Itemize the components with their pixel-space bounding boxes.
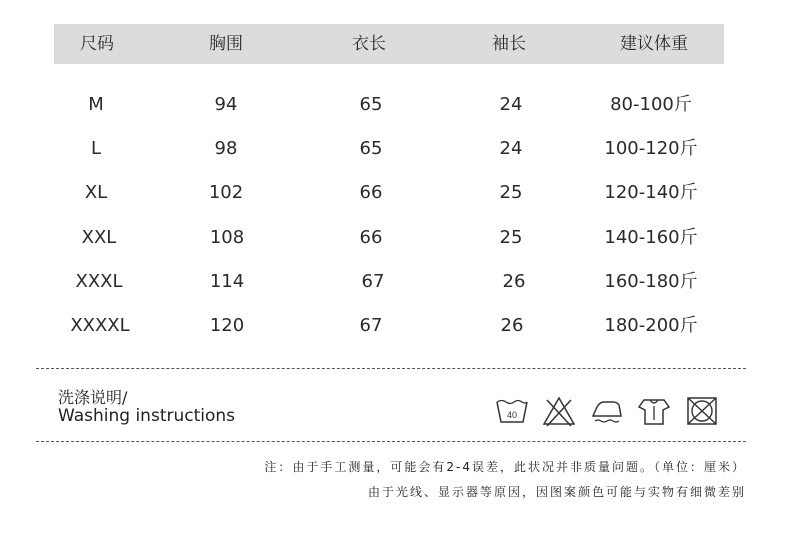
table-cell-weight: 100-120斤 <box>604 138 698 159</box>
measurement-note: 注：由于手工测量，可能会有2-4误差，此状况并非质量问题。（单位：厘米） <box>264 460 746 474</box>
header-length: 衣长 <box>352 34 386 54</box>
washing-title-en: Washing instructions <box>58 406 236 426</box>
table-cell-weight: 160-180斤 <box>604 271 698 292</box>
table-cell-size: XL <box>84 182 108 203</box>
table-cell-sleeve: 26 <box>502 271 526 292</box>
table-cell-chest: 114 <box>209 271 245 292</box>
table-cell-sleeve: 25 <box>499 182 523 203</box>
table-cell-length: 67 <box>361 271 385 292</box>
table-cell-sleeve: 24 <box>499 138 523 159</box>
table-cell-size: XXXL <box>75 271 123 292</box>
table-cell-weight: 140-160斤 <box>604 227 698 248</box>
table-cell-chest: 108 <box>209 227 245 248</box>
table-cell-weight: 80-100斤 <box>610 94 692 115</box>
svg-text:40: 40 <box>506 410 518 420</box>
header-sleeve: 袖长 <box>492 34 526 54</box>
table-cell-length: 67 <box>359 315 383 336</box>
table-cell-length: 66 <box>359 227 383 248</box>
table-cell-size: M <box>88 94 104 115</box>
table-cell-sleeve: 24 <box>499 94 523 115</box>
hang-dry-icon <box>636 394 672 428</box>
iron-low-icon <box>589 394 625 428</box>
table-cell-chest: 94 <box>214 94 238 115</box>
header-weight: 建议体重 <box>620 34 688 54</box>
color-note: 由于光线、显示器等原因，因图案颜色可能与实物有细微差别 <box>367 485 746 499</box>
table-cell-length: 65 <box>359 138 383 159</box>
washing-title-cn: 洗涤说明/ <box>58 388 128 407</box>
no-tumble-dry-icon <box>684 394 720 428</box>
table-cell-sleeve: 26 <box>500 315 524 336</box>
header-size: 尺码 <box>80 34 114 54</box>
table-cell-size: XXL <box>81 227 117 248</box>
table-cell-length: 65 <box>359 94 383 115</box>
table-cell-length: 66 <box>359 182 383 203</box>
table-cell-chest: 98 <box>214 138 238 159</box>
dashed-divider-bottom <box>36 441 746 442</box>
table-cell-size: XXXXL <box>70 315 130 336</box>
dashed-divider-top <box>36 368 746 369</box>
header-chest: 胸围 <box>209 34 243 54</box>
wash-40-icon <box>494 394 530 428</box>
no-bleach-icon <box>541 394 577 428</box>
table-cell-sleeve: 25 <box>499 227 523 248</box>
table-cell-chest: 120 <box>209 315 245 336</box>
table-cell-chest: 102 <box>208 182 244 203</box>
table-cell-weight: 180-200斤 <box>604 315 698 336</box>
size-table-header <box>54 24 724 64</box>
table-cell-size: L <box>90 138 102 159</box>
table-cell-weight: 120-140斤 <box>604 182 698 203</box>
